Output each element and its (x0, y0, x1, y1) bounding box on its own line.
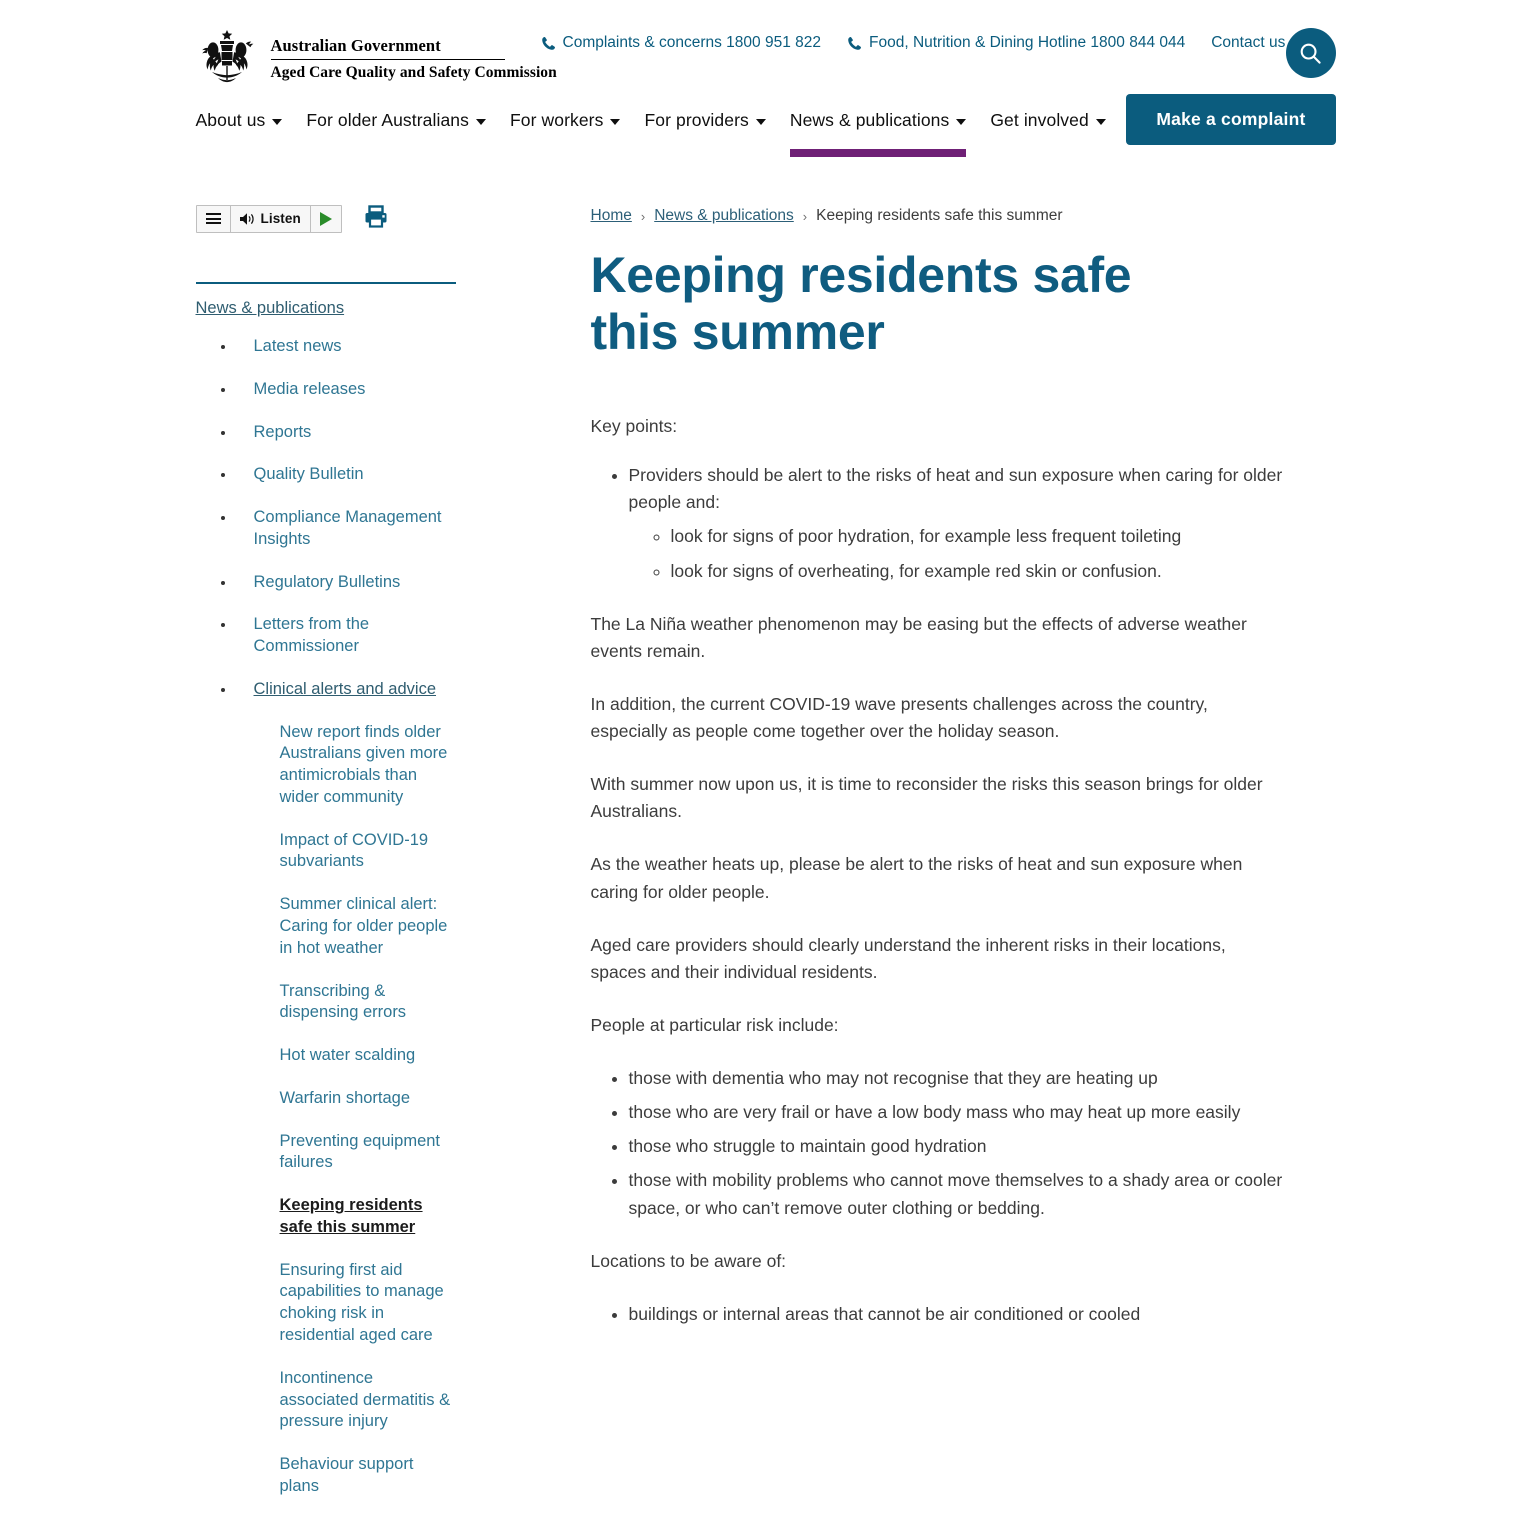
risk-list-label: People at particular risk include: (590, 1014, 839, 1035)
chevron-down-icon (756, 119, 766, 125)
readspeaker-listen-button[interactable] (231, 206, 311, 232)
sidebar-item-hot-water-scalding[interactable]: Hot water scalding (279, 1046, 416, 1065)
breadcrumb-item-home[interactable]: Home (590, 207, 632, 224)
main-nav (196, 110, 1336, 157)
hamburger-icon (206, 211, 221, 227)
site-header (0, 0, 1531, 165)
list-item (236, 464, 456, 486)
list-item: • those with dementia who may not recognise that they are heating up (629, 1065, 1291, 1092)
nav-item-for-providers[interactable] (644, 110, 765, 157)
paragraph-covid-wave: In addition, the current COVID-19 wave presents challenges across the country, especially as people come together over the holiday season. (590, 693, 1208, 741)
breadcrumb (591, 207, 1336, 225)
list-item: ◦ look for signs of overheating, for example red skin or confusion. (671, 558, 1291, 585)
utility-link-complaints-label: Complaints & concerns 1800 951 822 (562, 34, 821, 51)
nav-item-for-providers-label: For providers (644, 110, 749, 130)
sidebar-item-summer-clinical-alert[interactable]: Summer clinical alert: Caring for older people in hot weather (279, 895, 448, 957)
sidebar-item-preventing-equipment-failures[interactable]: Preventing equipment failures (279, 1131, 441, 1172)
list-item (236, 1045, 456, 1067)
sidebar-item-latest-news[interactable]: • Latest news (253, 337, 342, 355)
nav-item-for-workers[interactable] (510, 110, 620, 157)
sidebar-item-regulatory-bulletins[interactable]: • Regulatory Bulletins (253, 572, 401, 591)
chevron-down-icon (272, 119, 282, 125)
main-content (496, 201, 1336, 1354)
phone-icon (541, 36, 556, 51)
sidebar-item-reports[interactable]: • Reports (253, 422, 312, 441)
sidebar-item-transcribing-dispensing-errors[interactable]: Transcribing & dispensing errors (279, 981, 407, 1022)
breadcrumb-item-news-and-publications[interactable]: News & publications (654, 207, 794, 224)
breadcrumb-separator: › (802, 208, 808, 224)
chevron-down-icon (610, 119, 620, 125)
chevron-down-icon (476, 119, 486, 125)
sidebar-level-2-list (236, 722, 456, 1498)
utility-link-food-hotline-label: Food, Nutrition & Dining Hotline 1800 844 044 (869, 34, 1186, 51)
section-nav (196, 282, 456, 1498)
site-branding[interactable] (196, 22, 1336, 88)
readspeaker-menu-button[interactable] (197, 206, 231, 232)
list-item (236, 1368, 456, 1433)
brand-line-1: Australian Government (270, 36, 441, 55)
key-points-list (591, 462, 1291, 585)
list-item (236, 1454, 456, 1498)
print-button[interactable] (362, 203, 390, 234)
sidebar-item-letters-from-the-commissioner[interactable]: • Letters from the Commissioner (253, 615, 370, 656)
utility-nav (541, 34, 1286, 52)
list-item (236, 830, 456, 874)
breadcrumb-separator: › (640, 208, 646, 224)
sidebar-item-clinical-alerts-and-advice[interactable]: • Clinical alerts and advice (253, 679, 437, 698)
print-icon (362, 203, 390, 234)
key-points-label: Key points: (590, 416, 678, 436)
nav-item-for-older-australians-label: For older Australians (306, 110, 469, 130)
sidebar-item-compliance-management-insights[interactable]: • Compliance Management Insights (253, 508, 442, 548)
sidebar-item-behaviour-support-plans[interactable]: Behaviour support plans (279, 1455, 414, 1495)
key-points-sublist (629, 523, 1291, 584)
sidebar-item-ensuring-first-aid-capabilities[interactable]: Ensuring first aid capabilities to manage choking risk in residential aged care (279, 1260, 444, 1344)
utility-link-contact-us[interactable] (1211, 34, 1285, 52)
sidebar-item-media-releases[interactable]: • Media releases (253, 379, 366, 398)
nav-item-news-and-publications-label: News & publications (789, 110, 950, 130)
locations-list (591, 1301, 1291, 1328)
article-body (591, 413, 1336, 1328)
locations-list-label: Locations to be aware of: (590, 1250, 787, 1271)
readspeaker-listen-label: Listen (260, 211, 301, 226)
brand-line-2: Aged Care Quality and Safety Commission (270, 63, 557, 81)
nav-divider (0, 157, 1531, 165)
sidebar-item-new-report-antimicrobials[interactable]: New report finds older Australians given more antimicrobials than wider community (279, 722, 448, 806)
sidebar-item-incontinence-associated-dermatitis[interactable]: Incontinence associated dermatitis & pressure injury (279, 1368, 451, 1431)
australian-coat-of-arms-icon (196, 28, 258, 88)
key-point-text: Providers should be alert to the risks of heat and sun exposure when caring for older people and: (628, 465, 1283, 513)
nav-item-for-older-australians[interactable] (306, 110, 486, 157)
chevron-down-icon (1096, 119, 1106, 125)
nav-item-for-workers-label: For workers (509, 110, 604, 130)
list-item (236, 572, 456, 594)
sidebar-item-warfarin-shortage[interactable]: Warfarin shortage (279, 1088, 411, 1107)
phone-icon (847, 36, 862, 51)
paragraph-la-nina: The La Niña weather phenomenon may be easing but the effects of adverse weather events remain. (590, 613, 1247, 661)
make-a-complaint-button[interactable]: Make a complaint (1126, 94, 1335, 145)
nav-item-about-us[interactable] (196, 110, 283, 157)
nav-item-get-involved[interactable] (990, 110, 1105, 157)
nav-item-news-and-publications[interactable] (790, 110, 966, 157)
chevron-down-icon (956, 119, 966, 125)
nav-item-get-involved-label: Get involved (990, 110, 1089, 130)
breadcrumb-item-current: Keeping residents safe this summer (816, 207, 1063, 224)
list-item (236, 1195, 456, 1239)
list-item: • buildings or internal areas that cannot be air conditioned or cooled (629, 1301, 1291, 1328)
list-item (236, 1088, 456, 1110)
paragraph-heat-sun-exposure: As the weather heats up, please be alert to the risks of heat and sun exposure when caring for older people. (590, 854, 1243, 902)
utility-link-contact-us-label: Contact us (1211, 34, 1286, 51)
page-tools (196, 203, 456, 234)
risk-list (591, 1065, 1291, 1222)
utility-link-food-hotline[interactable] (847, 34, 1185, 52)
list-item (236, 379, 456, 401)
paragraph-summer-risks: With summer now upon us, it is time to reconsider the risks this season brings for older Australians. (590, 774, 1263, 822)
list-item (236, 507, 456, 551)
sidebar (196, 201, 496, 1519)
utility-link-complaints[interactable] (541, 34, 822, 52)
page-title: Keeping residents safe this summer (590, 247, 1132, 360)
page-layout (196, 165, 1336, 1519)
sidebar-item-news-and-publications[interactable]: News & publications (195, 299, 345, 317)
list-item (236, 981, 456, 1025)
sidebar-item-impact-of-covid-19-subvariants[interactable]: Impact of COVID-19 subvariants (279, 830, 429, 871)
list-item (236, 1131, 456, 1175)
play-icon (320, 212, 332, 226)
list-item (236, 1260, 456, 1347)
list-item (236, 422, 456, 444)
nav-item-about-us-label: About us (195, 110, 266, 130)
list-item (236, 722, 456, 809)
readspeaker-play-button[interactable] (311, 206, 341, 232)
list-item (236, 336, 456, 358)
list-item (236, 614, 456, 658)
sidebar-level-1-list (196, 336, 456, 1498)
paragraph-inherent-risks: Aged care providers should clearly understand the inherent risks in their locations, spaces and their individual residents. (590, 934, 1226, 982)
sidebar-item-keeping-residents-safe-this-summer[interactable]: Keeping residents safe this summer (279, 1196, 423, 1236)
list-item: • those who struggle to maintain good hydration (629, 1133, 1291, 1160)
list-item: • those with mobility problems who cannot move themselves to a shady area or cooler space, or who can’t remove outer clothing or bedding. (629, 1167, 1291, 1221)
list-item: ◦ look for signs of poor hydration, for example less frequent toileting (671, 523, 1291, 550)
sidebar-item-quality-bulletin[interactable]: • Quality Bulletin (253, 465, 364, 484)
brand-divider (271, 59, 505, 60)
search-button[interactable] (1286, 28, 1336, 78)
speaker-icon (240, 212, 256, 226)
list-item (236, 894, 456, 959)
search-icon (1299, 42, 1322, 65)
list-item (236, 679, 456, 1498)
list-item (629, 462, 1291, 585)
readspeaker-player[interactable] (196, 205, 342, 233)
list-item: • those who are very frail or have a low body mass who may heat up more easily (629, 1099, 1291, 1126)
